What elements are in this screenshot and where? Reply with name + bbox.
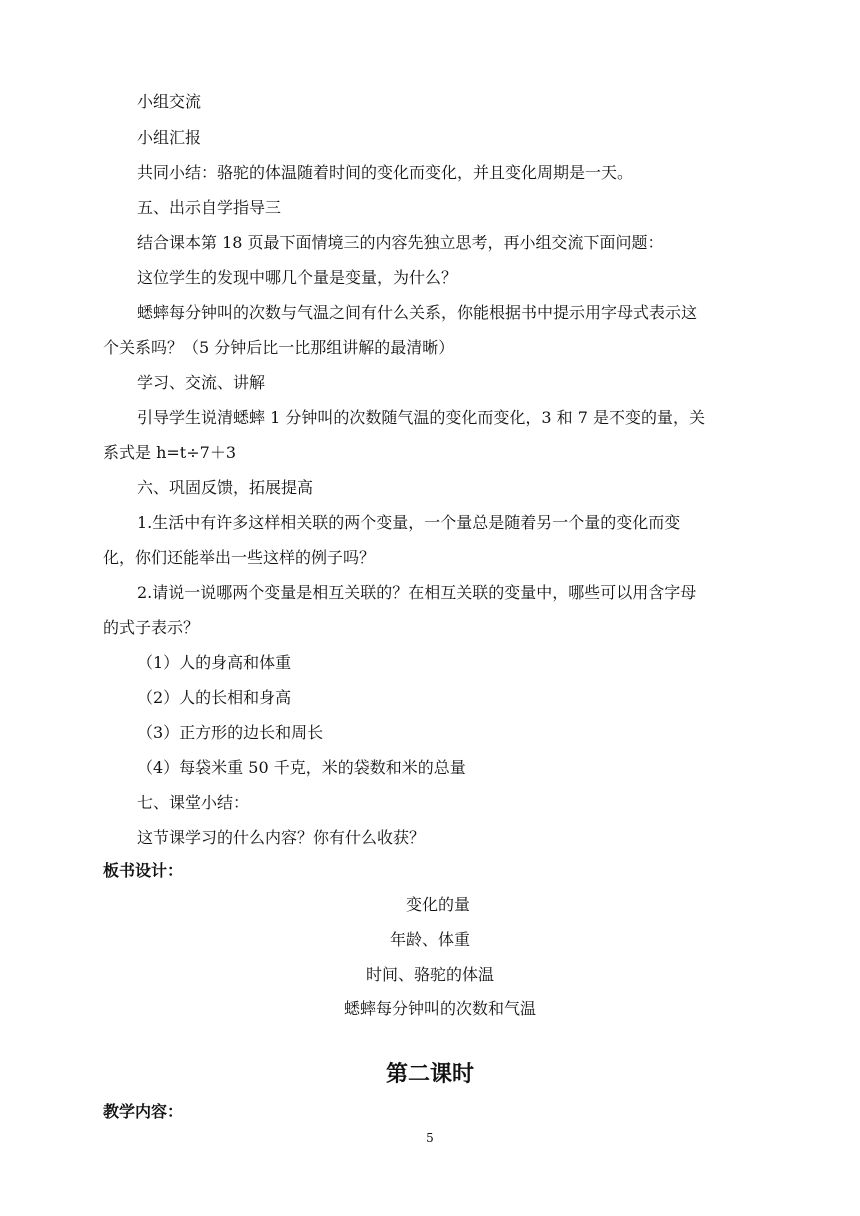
text-line: 小组汇报 bbox=[137, 128, 202, 147]
exercise-line-continued: 的式子表示？ bbox=[103, 618, 200, 637]
board-item: 时间、骆驼的体温 bbox=[365, 965, 494, 984]
section-heading: 六、巩固反馈，拓展提高 bbox=[137, 478, 314, 497]
list-item: （3）正方形的边长和周长 bbox=[137, 723, 324, 742]
section-heading: 五、出示自学指导三 bbox=[137, 198, 282, 217]
list-item: （1）人的身高和体重 bbox=[137, 653, 292, 672]
board-item: 年龄、体重 bbox=[389, 930, 470, 949]
text-line: 结合课本第 18 页最下面情境三的内容先独立思考，再小组交流下面问题： bbox=[137, 233, 664, 252]
text-line: 共同小结：骆驼的体温随着时间的变化而变化，并且变化周期是一天。 bbox=[137, 163, 634, 182]
list-item: （2）人的长相和身高 bbox=[137, 688, 292, 707]
exercise-line: 2.请说一说哪两个变量是相互关联的？在相互关联的变量中，哪些可以用含字母 bbox=[137, 583, 697, 602]
question-line-continued: 个关系吗？（5 分钟后比一比那组讲解的最清晰） bbox=[103, 338, 455, 357]
question-line: 这位学生的发现中哪几个量是变量，为什么？ bbox=[137, 268, 458, 287]
lesson-title: 第二课时 bbox=[385, 1062, 474, 1087]
formula-line: 系式是 h=t÷7＋3 bbox=[103, 443, 236, 462]
text-line: 小组交流 bbox=[137, 92, 202, 111]
text-line: 这节课学习的什么内容？你有什么收获？ bbox=[137, 828, 426, 847]
board-design-heading: 板书设计： bbox=[103, 861, 184, 880]
exercise-line-continued: 化，你们还能举出一些这样的例子吗？ bbox=[103, 548, 376, 567]
board-title: 变化的量 bbox=[405, 895, 470, 914]
board-item: 蟋蟀每分钟叫的次数和气温 bbox=[343, 999, 536, 1018]
section-heading: 七、课堂小结： bbox=[137, 793, 250, 812]
teaching-content-heading: 教学内容： bbox=[103, 1102, 184, 1121]
page-number: 5 bbox=[426, 1131, 434, 1145]
text-line: 引导学生说清蟋蟀 1 分钟叫的次数随气温的变化而变化，3 和 7 是不变的量，关 bbox=[137, 408, 705, 427]
list-item: （4）每袋米重 50 千克，米的袋数和米的总量 bbox=[137, 758, 466, 777]
exercise-line: 1.生活中有许多这样相关联的两个变量，一个量总是随着另一个量的变化而变 bbox=[137, 513, 681, 532]
question-line: 蟋蟀每分钟叫的次数与气温之间有什么关系，你能根据书中提示用字母式表示这 bbox=[137, 303, 698, 322]
text-line: 学习、交流、讲解 bbox=[137, 373, 266, 392]
